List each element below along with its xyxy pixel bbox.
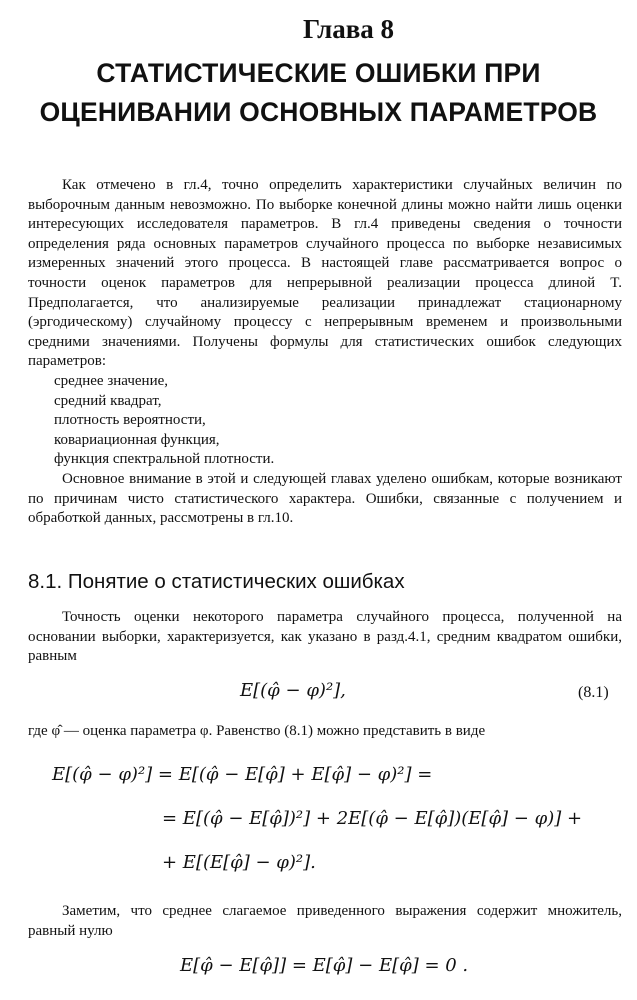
parameter-list: [28, 372, 622, 470]
equation-line-3: + E[(E[φ̂] − φ)²].: [162, 852, 316, 873]
list-item: плотность вероятности,: [54, 412, 206, 429]
section-paragraph-2: где φ̂ — оценка параметра φ. Равенство (8.1) можно представить в виде: [28, 723, 486, 739]
section-title: 8.1. Понятие о статистических ошибках: [28, 570, 405, 593]
equation-line-2: = E[(φ̂ − E[φ̂])²] + 2E[(φ̂ − E[φ̂])(E[φ̂] − φ)] +: [162, 808, 583, 829]
section-paragraph-3: Заметим, что среднее слагаемое приведенного выражения содержит множитель, равный нулю: [28, 903, 622, 939]
chapter-title-line1: СТАТИСТИЧЕСКИЕ ОШИБКИ ПРИ: [96, 58, 541, 88]
equation-zero-factor: E[φ̂ − E[φ̂]] = E[φ̂] − E[φ̂] = 0 .: [180, 955, 469, 976]
list-item: функция спектральной плотности.: [54, 451, 275, 468]
intro-paragraph-1: Как отмечено в гл.4, точно определить характеристики случайных величин по выборочным данным невозможно. По выборке конечной длины можно найти лишь оценки интересующих исследователя параметров. В гл.4 приведены сведения о точности определения ряда основных параметров случайного процесса по выборке независимых измеренных значений этого процесса. В настоящей главе рассматривается вопрос о точности оценок параметров для непрерывной реализации процесса длиной T. Предполагается, что анализируемые реализации принадлежат стационарному (эргодическому) случайному процессу с непрерывным временем и произвольными средними значениями. Получены формулы для статистических ошибок следующих параметров:: [28, 177, 622, 370]
equation-number: (8.1): [578, 684, 609, 701]
list-item: среднее значение,: [54, 372, 169, 389]
chapter-title: [0, 54, 637, 132]
section-paragraph-1: Точность оценки некоторого параметра случайного процесса, полученной на основании выборки, характеризуется, как указано в разд.4.1, средним квадратом ошибки, равным: [28, 609, 622, 665]
list-item: ковариационная функция,: [54, 431, 220, 448]
chapter-number: Глава 8: [302, 14, 395, 44]
intro-paragraph-2: Основное внимание в этой и следующей главах уделено ошибкам, которые возникают по причинам чисто статистического характера. Ошибки, связанные с получением и обработкой данных, рассмотрены в гл.10.: [28, 470, 622, 527]
list-item: средний квадрат,: [54, 392, 162, 409]
equation-line-1: E[(φ̂ − φ)²] = E[(φ̂ − E[φ̂] + E[φ̂] − φ)²] =: [52, 764, 433, 785]
equation-8-1: E[(φ̂ − φ)²],: [240, 680, 346, 701]
chapter-title-line2: ОЦЕНИВАНИИ ОСНОВНЫХ ПАРАМЕТРОВ: [39, 97, 598, 127]
intro-block: [28, 176, 622, 529]
